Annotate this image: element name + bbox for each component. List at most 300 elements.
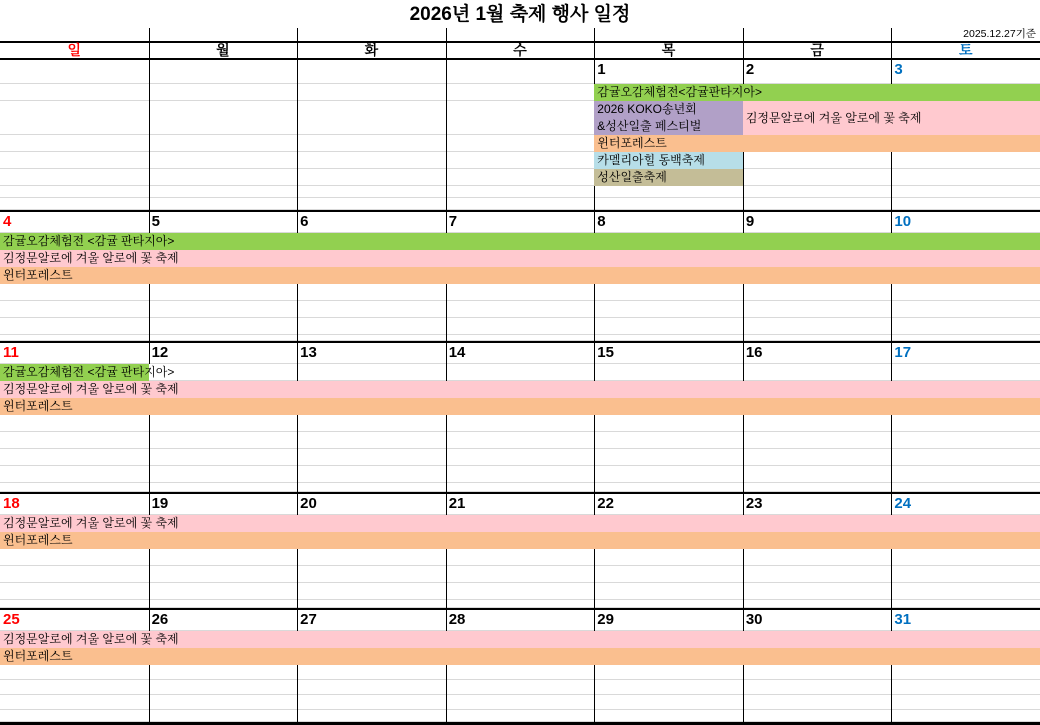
date-number: 12 [151,344,169,361]
column-border [743,335,744,341]
date-number: 21 [448,495,466,512]
column-border [594,680,595,695]
column-border [594,186,595,198]
date-number: 3 [894,61,903,78]
column-border [149,549,150,566]
column-border [891,152,892,169]
day-header-cell[interactable] [0,43,149,58]
event-row [0,449,1040,466]
event-row [0,169,1040,186]
column-border [891,301,892,318]
event-bar-text: 감귤오감체험전 <감귤 판타지아> [3,365,175,379]
column-border [149,583,150,600]
column-border [297,169,298,186]
column-border [297,318,298,335]
date-cell[interactable] [149,60,298,84]
column-border [297,335,298,341]
column-border [297,665,298,680]
column-border [891,28,892,41]
column-border [743,695,744,710]
event-row [0,665,1040,680]
event-row [0,101,1040,135]
date-cell[interactable] [594,60,743,84]
column-border [891,665,892,680]
column-border [891,43,892,58]
event-row [0,398,1040,415]
day-header-label: 화 [364,42,379,58]
column-border [891,364,892,381]
column-border [743,566,744,583]
column-border [149,318,150,335]
date-number: 2 [745,61,755,78]
column-border [891,583,892,600]
column-border [297,695,298,710]
column-border [446,186,447,198]
event-row [0,680,1040,695]
event-row [0,284,1040,301]
column-border [743,466,744,483]
date-cell[interactable] [0,343,149,364]
date-number: 17 [894,344,912,361]
column-border [446,135,447,152]
event-bar-text: 2026 KOKO송년회 [597,102,697,116]
date-number: 16 [745,344,763,361]
date-row [0,212,1040,233]
column-border [297,449,298,466]
column-border [446,152,447,169]
date-number: 10 [894,213,912,230]
column-border [446,665,447,680]
column-border [743,43,744,58]
date-number: 8 [597,213,606,230]
date-number: 29 [597,611,614,628]
column-border [743,284,744,301]
column-border [891,432,892,449]
column-border [149,152,150,169]
day-header-label: 수 [513,42,527,58]
date-cell[interactable] [149,494,298,515]
column-border [891,284,892,301]
day-header-row [0,41,1040,60]
event-row [0,648,1040,665]
column-border [743,432,744,449]
column-border [446,301,447,318]
column-border [297,364,298,381]
column-border [149,710,150,722]
column-border [594,466,595,483]
column-border [743,152,744,169]
column-border [297,566,298,583]
event-bar[interactable] [0,250,1040,267]
event-row [0,135,1040,152]
event-row [0,631,1040,648]
column-border [743,364,744,381]
column-border [149,169,150,186]
column-border [297,432,298,449]
column-border [446,101,447,135]
date-number: 27 [300,611,317,628]
column-border [743,600,744,608]
column-border [594,364,595,381]
column-border [297,101,298,135]
date-cell[interactable] [891,494,1040,515]
event-bar-text: 윈터포레스트 [3,649,73,663]
event-bar-text: &성산일출 페스티벌 [597,119,702,133]
date-number: 7 [448,213,458,230]
column-border [891,466,892,483]
event-row [0,152,1040,169]
column-border [149,28,150,41]
day-header-cell[interactable] [446,43,595,58]
date-number: 9 [745,213,755,230]
column-border [446,415,447,432]
column-border [446,583,447,600]
column-border [149,695,150,710]
date-cell[interactable] [149,343,298,364]
date-cell[interactable] [446,212,595,233]
date-number: 6 [300,213,309,230]
day-header-cell[interactable] [743,43,892,58]
column-border [446,169,447,186]
column-border [743,198,744,210]
date-cell[interactable] [891,212,1040,233]
event-row [0,583,1040,600]
event-row [0,415,1040,432]
day-header-label: 월 [216,42,230,58]
date-cell[interactable] [891,60,1040,84]
date-cell[interactable] [743,212,892,233]
date-row [0,610,1040,631]
column-border [297,415,298,432]
event-bar[interactable] [0,648,1040,665]
event-row [0,301,1040,318]
day-header-label: 일 [67,42,82,58]
column-border [594,549,595,566]
event-row [0,515,1040,532]
column-border [743,186,744,198]
as-of-date: 2025.12.27기준 [963,28,1036,40]
event-bar-text: 감귤오감체험전<감귤판타지아> [597,85,762,99]
event-bar-text: 카멜리아힐 동백축제 [597,153,705,167]
column-border [297,549,298,566]
column-border [891,695,892,710]
event-bar[interactable] [0,532,1040,549]
week-block [0,341,1040,492]
event-bar-text: 성산일출축제 [597,170,667,184]
event-row [0,566,1040,583]
event-row [0,549,1040,566]
column-border [594,600,595,608]
column-border [446,432,447,449]
column-border [891,483,892,492]
date-cell[interactable] [446,494,595,515]
column-border [297,483,298,492]
event-row [0,233,1040,250]
date-number: 28 [448,611,466,628]
column-border [149,101,150,135]
column-border [891,680,892,695]
column-border [446,43,447,58]
column-border [891,169,892,186]
column-border [594,583,595,600]
date-number: 24 [894,495,912,512]
date-number: 22 [597,495,614,512]
column-border [149,665,150,680]
column-border [446,466,447,483]
column-border [446,318,447,335]
event-bar[interactable] [594,101,743,135]
event-bar[interactable] [594,152,743,169]
column-border [594,710,595,722]
event-row [0,381,1040,398]
event-bar[interactable] [0,515,1040,532]
column-border [891,600,892,608]
event-bar[interactable] [0,398,1040,415]
row-gridline [0,721,1040,722]
column-border [743,549,744,566]
column-border [891,710,892,722]
date-number: 13 [300,344,317,361]
date-cell[interactable] [594,212,743,233]
day-header-cell[interactable] [149,43,298,58]
date-row [0,343,1040,364]
event-bar[interactable] [0,631,1040,648]
column-border [149,198,150,210]
date-cell[interactable] [0,60,149,84]
date-cell[interactable] [297,212,446,233]
column-border [149,186,150,198]
event-row [0,267,1040,284]
date-cell[interactable] [743,494,892,515]
event-bar-text: 김정문알로에 겨울 알로에 꽃 축제 [3,251,179,265]
column-border [743,680,744,695]
column-border [446,198,447,210]
event-bar[interactable] [743,101,1040,135]
event-bar[interactable] [594,169,743,186]
event-bar-text: 윈터포레스트 [3,399,73,413]
column-border [891,335,892,341]
date-number: 18 [3,495,20,512]
event-row [0,695,1040,710]
date-cell[interactable] [297,610,446,631]
column-border [594,198,595,210]
day-header-label: 금 [810,42,824,58]
column-border [594,335,595,341]
day-header-cell[interactable] [594,43,743,58]
date-cell[interactable] [446,610,595,631]
column-border [743,583,744,600]
column-border [594,449,595,466]
date-number: 14 [448,344,466,361]
date-number: 1 [597,61,606,78]
day-header-cell[interactable] [891,43,1040,58]
column-border [149,284,150,301]
event-row [0,432,1040,449]
event-bar-text: 감귤오감체험전 <감귤 판타지아> [3,234,175,248]
column-border [446,483,447,492]
column-border [446,680,447,695]
event-row [0,600,1040,608]
date-cell[interactable] [0,212,149,233]
event-bar-text: 김정문알로에 겨울 알로에 꽃 축제 [3,516,179,530]
date-number: 4 [3,213,12,230]
week-block [0,60,1040,210]
column-border [297,710,298,722]
week-block [0,492,1040,608]
date-cell[interactable] [297,343,446,364]
date-cell[interactable] [743,60,892,84]
date-row [0,494,1040,515]
event-bar-text: 김정문알로에 겨울 알로에 꽃 축제 [745,111,922,125]
column-border [743,28,744,41]
column-border [149,680,150,695]
column-border [594,695,595,710]
event-bar[interactable] [594,84,1040,101]
event-row [0,318,1040,335]
date-cell[interactable] [594,610,743,631]
page-title: 2026년 1월 축제 행사 일정 [409,4,631,25]
column-border [149,43,150,58]
event-bar-text: 윈터포레스트 [3,268,73,282]
column-border [891,449,892,466]
column-border [594,43,595,58]
column-border [446,364,447,381]
column-border [149,84,150,101]
date-cell[interactable] [297,494,446,515]
column-border [297,84,298,101]
date-cell[interactable] [891,343,1040,364]
event-bar-text: 윈터포레스트 [3,533,73,547]
column-border [297,198,298,210]
date-cell[interactable] [891,610,1040,631]
event-row [0,250,1040,267]
event-bar-text: 김정문알로에 겨울 알로에 꽃 축제 [3,632,179,646]
event-row [0,186,1040,198]
column-border [297,284,298,301]
column-border [594,318,595,335]
event-row [0,466,1040,483]
calendar-grid [0,60,1040,722]
column-border [891,186,892,198]
column-border [149,600,150,608]
day-header-label: 목 [661,42,676,58]
date-number: 23 [745,495,763,512]
column-border [446,449,447,466]
event-bar[interactable] [0,364,175,381]
column-border [743,169,744,186]
date-cell[interactable] [446,60,595,84]
column-border [297,301,298,318]
date-cell[interactable] [149,610,298,631]
column-border [149,449,150,466]
date-cell[interactable] [297,60,446,84]
date-cell[interactable] [446,343,595,364]
week-block [0,210,1040,341]
column-border [891,318,892,335]
date-number: 5 [151,213,160,230]
date-cell[interactable] [0,610,149,631]
column-border [891,198,892,210]
column-border [149,415,150,432]
column-border [743,301,744,318]
column-border [743,415,744,432]
event-row [0,364,1040,381]
column-border [297,152,298,169]
event-bar[interactable] [0,267,1040,284]
column-border [594,415,595,432]
column-border [594,432,595,449]
date-number: 11 [3,344,19,361]
column-border [594,566,595,583]
column-border [446,566,447,583]
date-row [0,60,1040,84]
event-row [0,483,1040,492]
column-border [594,28,595,41]
date-number: 19 [151,495,169,512]
date-number: 26 [151,611,169,628]
column-border [149,335,150,341]
column-border [446,84,447,101]
column-border [149,135,150,152]
column-border [446,284,447,301]
column-border [297,583,298,600]
day-header-label: 토 [958,42,973,58]
date-cell[interactable] [594,343,743,364]
date-cell[interactable] [594,494,743,515]
column-border [891,415,892,432]
date-cell[interactable] [149,212,298,233]
info-row [0,28,1040,41]
column-border [594,665,595,680]
event-row [0,84,1040,101]
date-cell[interactable] [743,610,892,631]
date-cell[interactable] [743,343,892,364]
column-border [149,301,150,318]
day-header-cell[interactable] [297,43,446,58]
column-border [891,566,892,583]
column-border [594,284,595,301]
event-bar[interactable] [0,233,1040,250]
column-border [149,566,150,583]
date-number: 31 [894,611,912,628]
date-number: 25 [3,611,20,628]
column-border [149,432,150,449]
column-border [594,301,595,318]
column-border [297,186,298,198]
column-border [297,135,298,152]
column-border [297,43,298,58]
column-border [743,483,744,492]
date-cell[interactable] [0,494,149,515]
column-border [743,710,744,722]
column-border [891,549,892,566]
column-border [446,710,447,722]
column-border [297,466,298,483]
column-border [297,28,298,41]
date-number: 30 [745,611,763,628]
week-block [0,608,1040,722]
event-row [0,532,1040,549]
column-border [446,695,447,710]
column-border [446,600,447,608]
event-bar[interactable] [0,381,1040,398]
date-number: 15 [597,344,614,361]
column-border [149,483,150,492]
event-bar-text: 윈터포레스트 [597,136,667,150]
event-row [0,198,1040,210]
event-bar[interactable] [594,135,1040,152]
column-border [743,449,744,466]
